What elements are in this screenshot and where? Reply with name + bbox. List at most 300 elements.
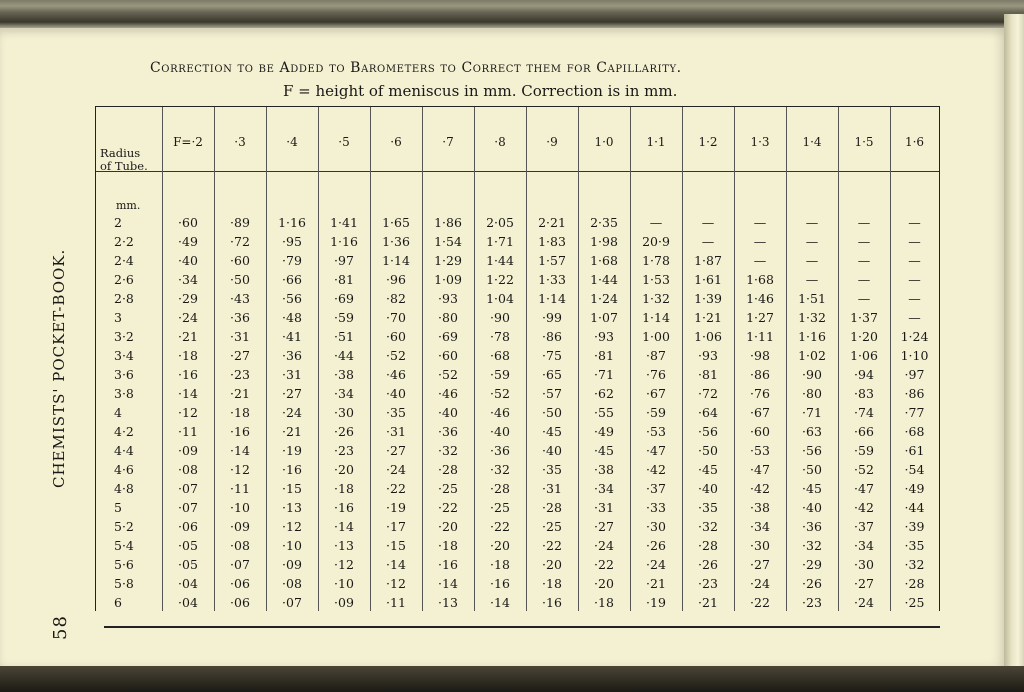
table-cell: ·25 [542, 519, 562, 534]
table-cell: ·76 [750, 386, 770, 401]
table-cell: ·05 [178, 557, 198, 572]
table-cell: ·78 [490, 329, 510, 344]
table-cell: — [908, 215, 921, 230]
table-cell: ·93 [438, 291, 458, 306]
table-cell: ·66 [854, 424, 874, 439]
table-cell: 1·53 [642, 272, 670, 287]
table-cell: ·35 [904, 538, 925, 553]
table-cell: ·16 [542, 595, 562, 610]
table-cell: ·29 [178, 291, 198, 306]
table-cell: ·39 [904, 519, 925, 534]
table-cell: ·19 [282, 443, 302, 458]
capillarity-table [95, 106, 940, 611]
table-cell: ·34 [854, 538, 874, 553]
table-cell: 1·36 [382, 234, 410, 249]
radius-cell: 3 [114, 310, 122, 325]
column-header: ·4 [286, 135, 298, 149]
table-cell: ·53 [646, 424, 666, 439]
table-cell: — [908, 253, 921, 268]
table-cell: ·32 [438, 443, 458, 458]
table-cell: ·30 [334, 405, 354, 420]
table-cell: ·07 [230, 557, 250, 572]
table-cell: ·36 [282, 348, 302, 363]
table-cell: ·49 [178, 234, 198, 249]
table-cell: ·31 [386, 424, 406, 439]
table-cell: 1·20 [850, 329, 878, 344]
table-cell: 1·07 [590, 310, 618, 325]
data-column [838, 107, 891, 611]
table-cell: ·25 [904, 595, 925, 610]
column-header: ·6 [390, 135, 402, 149]
table-cell: ·11 [178, 424, 198, 439]
radius-header [100, 147, 148, 173]
table-cell: ·09 [334, 595, 354, 610]
table-cell: 1·14 [382, 253, 410, 268]
table-cell: ·40 [698, 481, 718, 496]
table-cell: 1·14 [642, 310, 670, 325]
table-cell: ·44 [904, 500, 925, 515]
table-cell: — [753, 234, 767, 249]
table-cell: ·52 [490, 386, 510, 401]
table-cell: ·60 [178, 215, 198, 230]
table-cell: ·71 [594, 367, 614, 382]
table-cell: ·35 [698, 500, 718, 515]
table-cell: ·35 [542, 462, 562, 477]
table-cell: 20·9 [642, 234, 670, 249]
page-number: 58 [50, 615, 71, 640]
table-cell: ·56 [802, 443, 822, 458]
table-cell: ·12 [386, 576, 406, 591]
table-cell: ·42 [854, 500, 874, 515]
table-cell: ·09 [282, 557, 302, 572]
table-cell: ·23 [334, 443, 354, 458]
table-cell: ·50 [698, 443, 718, 458]
table-cell: 1·33 [538, 272, 566, 287]
radius-cell: 2·8 [114, 291, 134, 306]
table-cell: ·44 [334, 348, 354, 363]
table-cell: ·10 [334, 576, 354, 591]
table-cell: ·28 [438, 462, 458, 477]
table-cell: ·13 [282, 500, 302, 515]
data-column [578, 107, 631, 611]
table-cell: 1·04 [486, 291, 514, 306]
radius-cell: 2·6 [114, 272, 134, 287]
table-cell: ·10 [282, 538, 302, 553]
table-cell: ·16 [334, 500, 354, 515]
table-cell: ·81 [698, 367, 718, 382]
table-cell: ·72 [698, 386, 718, 401]
table-cell: ·12 [230, 462, 250, 477]
column-header: 1·0 [594, 135, 614, 149]
table-cell: 1·44 [590, 272, 618, 287]
table-cell: ·62 [594, 386, 614, 401]
table-cell: ·38 [750, 500, 770, 515]
table-cell: 2·35 [590, 215, 618, 230]
radius-cell: 2 [114, 215, 122, 230]
radius-cell: 3·6 [114, 367, 134, 382]
table-cell: ·16 [490, 576, 510, 591]
table-cell: ·27 [750, 557, 770, 572]
table-cell: ·41 [282, 329, 302, 344]
table-cell: ·69 [438, 329, 458, 344]
table-cell: — [908, 310, 921, 325]
table-cell: ·28 [698, 538, 718, 553]
column-header: 1·4 [802, 135, 822, 149]
table-cell: 1·14 [538, 291, 566, 306]
book-top-edge [0, 0, 1024, 30]
table-cell: ·21 [646, 576, 666, 591]
table-cell: ·70 [386, 310, 406, 325]
table-cell: ·46 [490, 405, 510, 420]
table-cell: ·07 [282, 595, 302, 610]
table-cell: ·14 [386, 557, 406, 572]
table-cell: — [649, 215, 663, 230]
table-cell: ·27 [230, 348, 250, 363]
table-cell: ·21 [698, 595, 718, 610]
table-cell: ·14 [178, 386, 198, 401]
table-subcaption: F = height of meniscus in mm. Correction is in mm. [283, 82, 678, 100]
table-cell: ·34 [750, 519, 770, 534]
table-cell: ·08 [178, 462, 198, 477]
table-cell: 1·41 [330, 215, 358, 230]
radius-cell: 5·6 [114, 557, 134, 572]
radius-header-line: of Tube. [100, 159, 148, 173]
table-cell: 1·22 [486, 272, 514, 287]
radius-cell: 3·8 [114, 386, 134, 401]
table-cell: ·43 [230, 291, 250, 306]
table-cell: ·83 [854, 386, 874, 401]
column-header: 1·3 [750, 135, 770, 149]
table-cell: ·40 [490, 424, 510, 439]
table-cell: ·16 [178, 367, 198, 382]
table-cell: 1·65 [382, 215, 410, 230]
table-cell: ·14 [230, 443, 250, 458]
table-cell: — [908, 272, 921, 287]
table-cell: — [753, 253, 767, 268]
radius-cell: 4 [114, 405, 122, 420]
table-cell: ·30 [854, 557, 874, 572]
table-cell: ·22 [386, 481, 406, 496]
table-cell: ·59 [490, 367, 510, 382]
table-cell: ·18 [542, 576, 562, 591]
table-cell: ·25 [438, 481, 458, 496]
table-cell: ·20 [542, 557, 562, 572]
data-column [318, 107, 371, 611]
table-cell: ·68 [904, 424, 925, 439]
table-cell: ·98 [750, 348, 770, 363]
table-cell: ·06 [178, 519, 198, 534]
table-cell: ·28 [490, 481, 510, 496]
table-cell: — [908, 234, 921, 249]
table-cell: ·24 [646, 557, 666, 572]
table-cell: ·48 [282, 310, 302, 325]
table-cell: ·42 [646, 462, 666, 477]
table-cell: ·80 [438, 310, 458, 325]
table-cell: ·65 [542, 367, 562, 382]
table-cell: 1·68 [590, 253, 618, 268]
table-cell: ·47 [750, 462, 770, 477]
table-cell: ·67 [646, 386, 666, 401]
table-cell: ·07 [178, 500, 198, 515]
table-cell: ·40 [386, 386, 406, 401]
table-cell: ·45 [594, 443, 614, 458]
unit-label: mm. [116, 199, 141, 212]
radius-cell: 5 [114, 500, 122, 515]
table-cell: ·93 [698, 348, 718, 363]
column-header: 1·1 [646, 135, 666, 149]
table-cell: ·46 [438, 386, 458, 401]
table-cell: 1·71 [486, 234, 514, 249]
table-cell: ·20 [334, 462, 354, 477]
table-cell: ·74 [854, 405, 874, 420]
table-cell: ·52 [438, 367, 458, 382]
table-cell: 2·21 [538, 215, 566, 230]
table-cell: ·22 [490, 519, 510, 534]
table-cell: ·59 [854, 443, 874, 458]
table-cell: ·21 [230, 386, 250, 401]
table-cell: ·37 [854, 519, 874, 534]
table-cell: ·18 [438, 538, 458, 553]
table-cell: 1·02 [798, 348, 826, 363]
table-cell: — [805, 253, 819, 268]
table-cell: ·68 [490, 348, 510, 363]
table-cell: 1·09 [434, 272, 462, 287]
table-cell: ·18 [594, 595, 614, 610]
radius-cell: 4·4 [114, 443, 134, 458]
table-cell: 1·24 [590, 291, 618, 306]
table-cell: 2·05 [486, 215, 514, 230]
table-cell: ·27 [594, 519, 614, 534]
table-cell: — [701, 215, 715, 230]
table-cell: ·81 [334, 272, 354, 287]
table-cell: ·12 [334, 557, 354, 572]
table-cell: ·59 [646, 405, 666, 420]
table-cell: 1·57 [538, 253, 566, 268]
table-cell: ·56 [698, 424, 718, 439]
table-cell: 1·16 [798, 329, 826, 344]
table-cell: ·14 [334, 519, 354, 534]
table-cell: ·60 [230, 253, 250, 268]
table-cell: ·40 [178, 253, 198, 268]
table-cell: — [701, 234, 715, 249]
table-cell: ·86 [750, 367, 770, 382]
table-cell: — [857, 272, 871, 287]
table-cell: ·31 [230, 329, 250, 344]
table-cell: — [857, 291, 871, 306]
table-cell: ·18 [178, 348, 198, 363]
table-cell: ·69 [334, 291, 354, 306]
running-head-title: CHEMISTS' POCKET-BOOK. [50, 248, 68, 488]
column-header: ·5 [338, 135, 350, 149]
column-header: 1·2 [698, 135, 718, 149]
table-cell: ·60 [386, 329, 406, 344]
table-cell: ·14 [438, 576, 458, 591]
radius-cell: 2·4 [114, 253, 134, 268]
table-cell: ·28 [904, 576, 925, 591]
table-cell: ·57 [542, 386, 562, 401]
radius-column [96, 107, 163, 611]
table-cell: ·95 [282, 234, 302, 249]
table-bottom-rule [104, 626, 940, 628]
data-column [734, 107, 787, 611]
table-cell: — [805, 234, 819, 249]
data-column [630, 107, 683, 611]
table-cell: ·75 [542, 348, 562, 363]
table-cell: 1·21 [694, 310, 722, 325]
table-cell: ·72 [230, 234, 250, 249]
table-cell: ·27 [386, 443, 406, 458]
table-cell: ·59 [334, 310, 354, 325]
table-cell: 1·10 [900, 348, 929, 363]
table-cell: ·66 [282, 272, 302, 287]
table-cell: ·32 [490, 462, 510, 477]
table-cell: ·06 [230, 576, 250, 591]
table-cell: ·24 [750, 576, 770, 591]
table-cell: ·08 [282, 576, 302, 591]
table-cell: ·37 [646, 481, 666, 496]
table-cell: ·10 [230, 500, 250, 515]
table-cell: ·07 [178, 481, 198, 496]
table-cell: ·26 [334, 424, 354, 439]
radius-cell: 3·2 [114, 329, 134, 344]
table-cell: ·26 [802, 576, 822, 591]
table-cell: ·04 [178, 595, 198, 610]
table-cell: — [805, 272, 819, 287]
table-cell: ·31 [594, 500, 614, 515]
table-cell: ·80 [802, 386, 822, 401]
table-cell: ·12 [282, 519, 302, 534]
table-cell: ·13 [438, 595, 458, 610]
table-cell: 1·32 [798, 310, 826, 325]
table-cell: ·24 [594, 538, 614, 553]
table-cell: ·05 [178, 538, 198, 553]
column-header: 1·5 [854, 135, 874, 149]
table-cell: ·04 [178, 576, 198, 591]
table-cell: ·79 [282, 253, 302, 268]
table-cell: ·06 [230, 595, 250, 610]
table-cell: ·20 [594, 576, 614, 591]
table-cell: 1·06 [850, 348, 878, 363]
table-cell: ·24 [282, 405, 302, 420]
table-cell: 1·87 [694, 253, 722, 268]
column-header: F=·2 [173, 135, 203, 149]
table-cell: ·53 [750, 443, 770, 458]
table-cell: ·99 [542, 310, 562, 325]
table-cell: ·77 [904, 405, 925, 420]
table-cell: ·86 [904, 386, 925, 401]
table-cell: ·13 [334, 538, 354, 553]
radius-cell: 5·2 [114, 519, 134, 534]
radius-cell: 5·4 [114, 538, 134, 553]
table-cell: ·64 [698, 405, 718, 420]
radius-cell: 2·2 [114, 234, 134, 249]
data-column [682, 107, 735, 611]
radius-cell: 4·6 [114, 462, 134, 477]
data-column [890, 107, 939, 611]
table-cell: ·16 [230, 424, 250, 439]
table-cell: ·32 [904, 557, 925, 572]
data-column [266, 107, 319, 611]
table-cell: ·45 [542, 424, 562, 439]
table-cell: ·94 [854, 367, 874, 382]
table-cell: 1·37 [850, 310, 878, 325]
table-cell: ·89 [230, 215, 250, 230]
table-cell: ·38 [334, 367, 354, 382]
table-cell: ·11 [230, 481, 250, 496]
table-cell: ·19 [646, 595, 666, 610]
table-cell: ·52 [386, 348, 406, 363]
table-cell: ·82 [386, 291, 406, 306]
table-cell: ·22 [594, 557, 614, 572]
table-cell: ·22 [438, 500, 458, 515]
table-cell: ·18 [334, 481, 354, 496]
table-cell: ·24 [386, 462, 406, 477]
table-cell: ·21 [178, 329, 198, 344]
table-cell: ·17 [386, 519, 406, 534]
table-cell: 1·78 [642, 253, 670, 268]
table-cell: ·61 [904, 443, 925, 458]
table-cell: ·26 [646, 538, 666, 553]
table-cell: 1·39 [694, 291, 722, 306]
table-cell: ·67 [750, 405, 770, 420]
table-cell: ·22 [750, 595, 770, 610]
data-column [474, 107, 527, 611]
table-cell: ·90 [802, 367, 822, 382]
table-cell: ·34 [594, 481, 614, 496]
table-cell: ·27 [282, 386, 302, 401]
table-cell: ·32 [698, 519, 718, 534]
table-cell: ·49 [904, 481, 925, 496]
table-cell: ·26 [698, 557, 718, 572]
column-header: ·7 [442, 135, 454, 149]
table-cell: ·31 [542, 481, 562, 496]
table-cell: ·15 [386, 538, 406, 553]
table-cell: ·50 [230, 272, 250, 287]
data-column [162, 107, 215, 611]
table-cell: ·42 [750, 481, 770, 496]
table-cell: ·34 [178, 272, 198, 287]
table-cell: ·15 [282, 481, 302, 496]
radius-cell: 5·8 [114, 576, 134, 591]
book-right-edge [1004, 14, 1024, 674]
table-cell: ·60 [438, 348, 458, 363]
data-column [370, 107, 423, 611]
table-cell: ·90 [490, 310, 510, 325]
table-cell: ·35 [386, 405, 406, 420]
book-bottom-edge [0, 666, 1024, 692]
table-cell: — [753, 215, 767, 230]
table-cell: ·97 [334, 253, 354, 268]
table-cell: ·24 [178, 310, 198, 325]
table-cell: ·34 [334, 386, 354, 401]
table-cell: ·27 [854, 576, 874, 591]
table-cell: ·28 [542, 500, 562, 515]
table-cell: ·36 [230, 310, 250, 325]
table-cell: ·30 [646, 519, 666, 534]
table-cell: ·81 [594, 348, 614, 363]
table-cell: ·08 [230, 538, 250, 553]
table-cell: ·45 [802, 481, 822, 496]
radius-cell: 4·8 [114, 481, 134, 496]
data-column [422, 107, 475, 611]
table-cell: ·23 [230, 367, 250, 382]
table-cell: ·16 [282, 462, 302, 477]
table-cell: 1·06 [694, 329, 722, 344]
table-cell: 1·51 [798, 291, 826, 306]
table-cell: ·14 [490, 595, 510, 610]
table-cell: ·29 [802, 557, 822, 572]
table-cell: ·19 [386, 500, 406, 515]
